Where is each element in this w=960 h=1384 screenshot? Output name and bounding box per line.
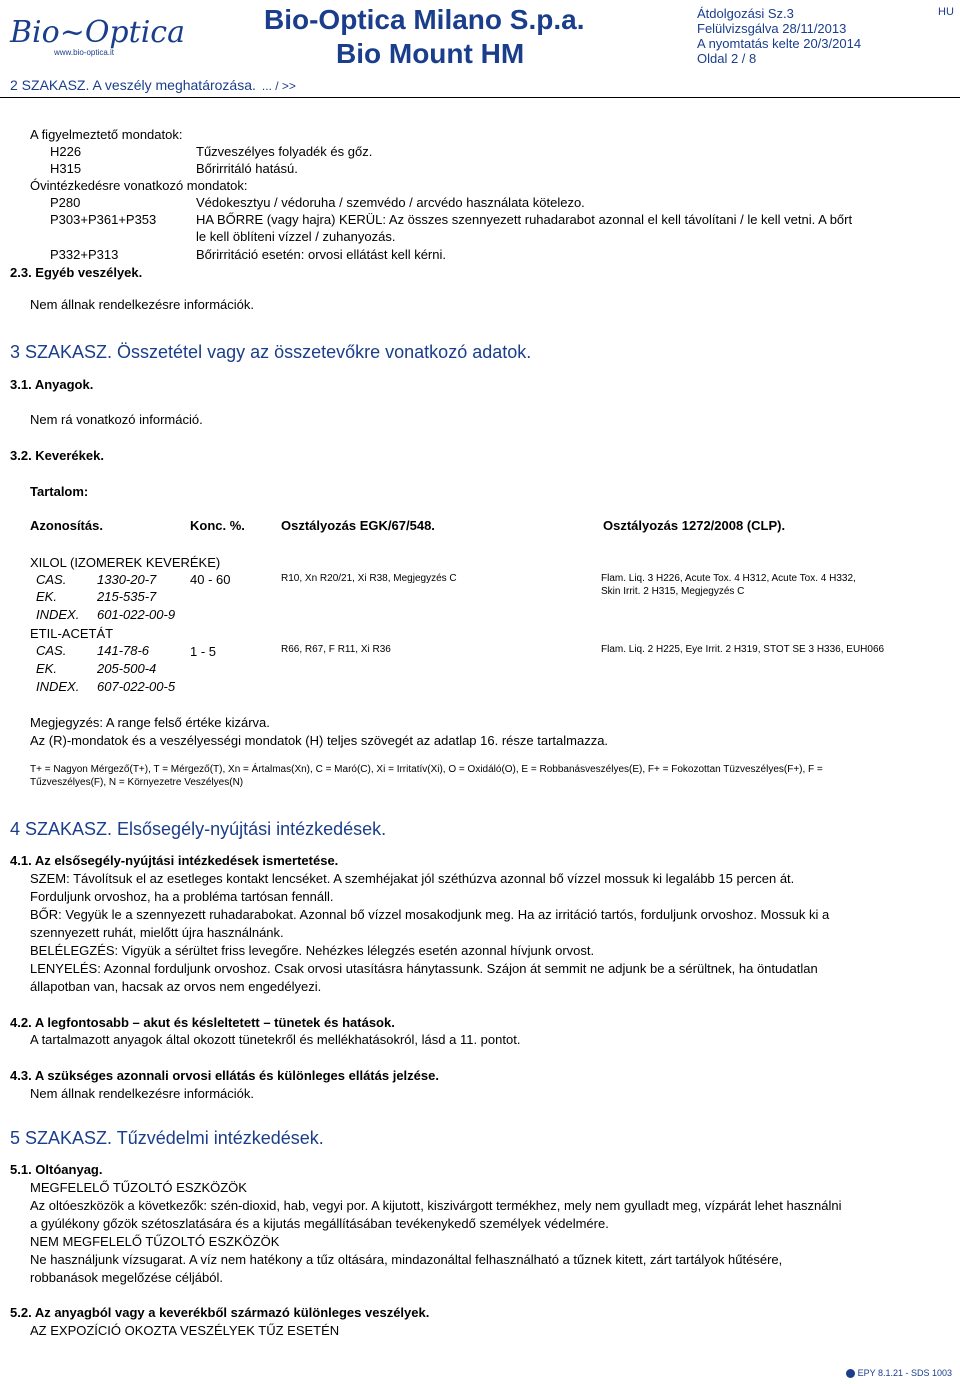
substance-name: XILOL (IZOMEREK KEVERÉKE) (30, 555, 221, 570)
first-aid-eye: SZEM: Távolítsuk el az esetleges kontakt lencséket. A szemhéjakat jól széthúzva azonnal bő vízzel mossuk ki legalább 15 percen át. (30, 871, 795, 886)
col-header-clp: Osztályozás 1272/2008 (CLP). (603, 518, 786, 533)
symptoms-heading: 4.2. A legfontosabb – akut és késleltetett – tünetek és hatások. (10, 1015, 395, 1030)
first-aid-eye-cont: Forduljunk orvoshoz, ha a probléma tartósan fennáll. (30, 889, 334, 904)
precaution-text: Védokesztyu / védoruha / szemvédo / arcvédo használata kötelezo. (196, 195, 585, 210)
unsuitable-media-text-cont: robbanások megelőzése céljából. (30, 1270, 223, 1285)
ek-number: 215-535-7 (97, 589, 157, 604)
note-range: Megjegyzés: A range felső értéke kizárva. (30, 715, 270, 730)
ek-number: 205-500-4 (97, 661, 157, 676)
contents-label: Tartalom: (30, 484, 89, 499)
language-code: HU (938, 6, 954, 18)
precaution-title: Óvintézkedésre vonatkozó mondatok: (30, 178, 248, 193)
clp-classification: Flam. Liq. 2 H225, Eye Irrit. 2 H319, STOT SE 3 H336, EUH066 (601, 644, 885, 655)
company-name: Bio-Optica Milano S.p.a. (264, 4, 585, 35)
other-hazards-text: Nem állnak rendelkezésre információk. (30, 297, 254, 312)
col-header-conc: Konc. %. (190, 518, 245, 533)
precaution-code: P332+P313 (50, 247, 119, 262)
col-header-egk: Osztályozás EGK/67/548. (281, 518, 435, 533)
precaution-text: HA BŐRRE (vagy hajra) KERÜL: Az összes szennyezett ruhadarabot azonnal el kell távolítani / le kell vetni. A bőrt (196, 212, 853, 227)
footer-code (846, 1368, 952, 1378)
index-number: 607-022-00-5 (97, 679, 176, 694)
substances-text: Nem rá vonatkozó információ. (30, 412, 203, 427)
medical-attention-text: Nem állnak rendelkezésre információk. (30, 1086, 254, 1101)
symbol-legend: T+ = Nagyon Mérgező(T+), T = Mérgező(T), Xn = Ártalmas(Xn), C = Maró(C), Xi = Irritatív(Xi), O = Oxidáló(O), E = Robbanásveszélyes(E), F+ = Fokozottan Tüzveszélyes(F+), F = (30, 764, 823, 775)
cas-label: CAS. (36, 643, 67, 658)
revision-number: Átdolgozási Sz.3 (697, 6, 794, 21)
concentration: 40 - 60 (190, 572, 231, 587)
cas-number: 141-78-6 (97, 643, 150, 658)
col-header-id: Azonosítás. (30, 518, 103, 533)
symptoms-text: A tartalmazott anyagok által okozott tünetekről és mellékhatásokról, lásd a 11. pontot. (30, 1032, 521, 1047)
substance-name: ETIL-ACETÁT (30, 626, 114, 641)
first-aid-heading: 4.1. Az elsősegély-nyújtási intézkedések ismertetése. (10, 853, 339, 868)
special-hazards-text: AZ EXPOZÍCIÓ OKOZTA VESZÉLYEK TŰZ ESETÉN (30, 1323, 340, 1338)
unsuitable-media-text: Ne használjunk vízsugarat. A víz nem hatékony a tűz oltására, mindazonáltal felhasználható a tűznek kitett, zárt tartályok hűtésére, (30, 1252, 783, 1267)
egk-classification: R10, Xn R20/21, Xi R38, Megjegyzés C (281, 573, 457, 584)
unsuitable-media-title: NEM MEGFELELŐ TŰZOLTÓ ESZKÖZÖK (30, 1234, 280, 1249)
section-5-title: 5 SZAKASZ. Tűzvédelmi intézkedések. (10, 1128, 324, 1148)
note-phrases: Az (R)-mondatok és a veszélyességi mondatok (H) teljes szövegét az adatlap 16. része tartalmazza. (30, 733, 609, 748)
precaution-text-cont: le kell öblíteni vízzel / zuhanyozás. (196, 229, 396, 244)
product-name: Bio Mount HM (336, 38, 525, 69)
svg-text:Bio~Optica: Bio~Optica (10, 15, 185, 50)
mixtures-heading: 3.2. Keverékek. (10, 448, 104, 463)
first-aid-inhalation: BELÉLEGZÉS: Vigyük a sérültet friss levegőre. Nehézkes lélegzés esetén azonnal hívjunk orvost. (30, 943, 595, 958)
hazard-code: H315 (50, 161, 82, 176)
egk-classification: R66, R67, F R11, Xi R36 (281, 644, 391, 655)
first-aid-ingestion-cont: állapotban van, hacsak az orvos nem engedélyezi. (30, 979, 322, 994)
first-aid-skin-cont: szennyezett ruhát, mielőtt újra használnánk. (30, 925, 284, 940)
medical-attention-heading: 4.3. A szükséges azonnali orvosi ellátás és különleges ellátás jelzése. (10, 1068, 439, 1083)
section-header (10, 77, 296, 93)
section-3-title: 3 SZAKASZ. Összetétel vagy az összetevőkre vonatkozó adatok. (10, 342, 532, 362)
index-label: INDEX. (36, 679, 80, 694)
section-title: 2 SZAKASZ. A veszély meghatározása. (10, 77, 256, 93)
suitable-media-text-cont: a gyúlékony gőzök szétoszlatására és a kijutás megállításában tevékenykedő személyek védelmére. (30, 1216, 609, 1231)
special-hazards-heading: 5.2. Az anyagból vagy a keverékből származó különleges veszélyek. (10, 1305, 430, 1320)
symbol-legend-cont: Tűzveszélyes(F), N = Környezetre Veszélyes(N) (30, 777, 244, 788)
precaution-code: P303+P361+P353 (50, 212, 157, 227)
reviewed-date: Felülvizsgálva 28/11/2013 (697, 21, 847, 36)
substances-heading: 3.1. Anyagok. (10, 377, 94, 392)
page-number: Oldal 2 / 8 (697, 51, 757, 66)
svg-text:www.bio-optica.it: www.bio-optica.it (54, 48, 115, 57)
bio-optica-logo (8, 8, 188, 58)
cas-label: CAS. (36, 572, 67, 587)
index-number: 601-022-00-9 (97, 607, 176, 622)
footer-text: EPY 8.1.21 - SDS 1003 (857, 1368, 952, 1378)
first-aid-ingestion: LENYELÉS: Azonnal forduljunk orvoshoz. Csak orvosi utasításra hánytassunk. Szájon át semmit ne adjunk be a sérültnek, ha öntudatlan (30, 961, 818, 976)
footer-logo-icon (846, 1369, 855, 1378)
ek-label: EK. (36, 661, 57, 676)
precaution-code: P280 (50, 195, 81, 210)
section-4-title: 4 SZAKASZ. Elsősegély-nyújtási intézkedések. (10, 819, 387, 839)
index-label: INDEX. (36, 607, 80, 622)
ek-label: EK. (36, 589, 57, 604)
suitable-media-text: Az oltóeszközök a következők: szén-dioxid, hab, vegyi por. A kijutott, kiszivárgott termékhez, mely nem gyulladt meg, vízpárát lehet használni (30, 1198, 842, 1213)
other-hazards-heading: 2.3. Egyéb veszélyek. (10, 265, 143, 280)
clp-classification: Flam. Liq. 3 H226, Acute Tox. 4 H312, Acute Tox. 4 H332, (601, 573, 856, 584)
first-aid-skin: BŐR: Vegyük le a szennyezett ruhadarabokat. Azonnal bő vízzel mosakodjunk meg. Ha az irritáció tartós, forduljunk orvoshoz. Mossuk ki a (30, 907, 830, 922)
clp-classification-cont: Skin Irrit. 2 H315, Megjegyzés C (601, 586, 745, 597)
continued-marker: ... / >> (261, 79, 296, 93)
hazard-statements-title: A figyelmeztető mondatok: (30, 127, 183, 142)
print-date: A nyomtatás kelte 20/3/2014 (697, 36, 862, 51)
precaution-text: Bőrirritáció esetén: orvosi ellátást kell kérni. (196, 247, 446, 262)
hazard-code: H226 (50, 144, 82, 159)
cas-number: 1330-20-7 (97, 572, 157, 587)
hazard-text: Tűzveszélyes folyadék és gőz. (196, 144, 373, 159)
suitable-media-title: MEGFELELŐ TŰZOLTÓ ESZKÖZÖK (30, 1180, 247, 1195)
concentration: 1 - 5 (190, 644, 217, 659)
extinguishing-heading: 5.1. Oltóanyag. (10, 1162, 103, 1177)
hazard-text: Bőrirritáló hatású. (196, 161, 298, 176)
